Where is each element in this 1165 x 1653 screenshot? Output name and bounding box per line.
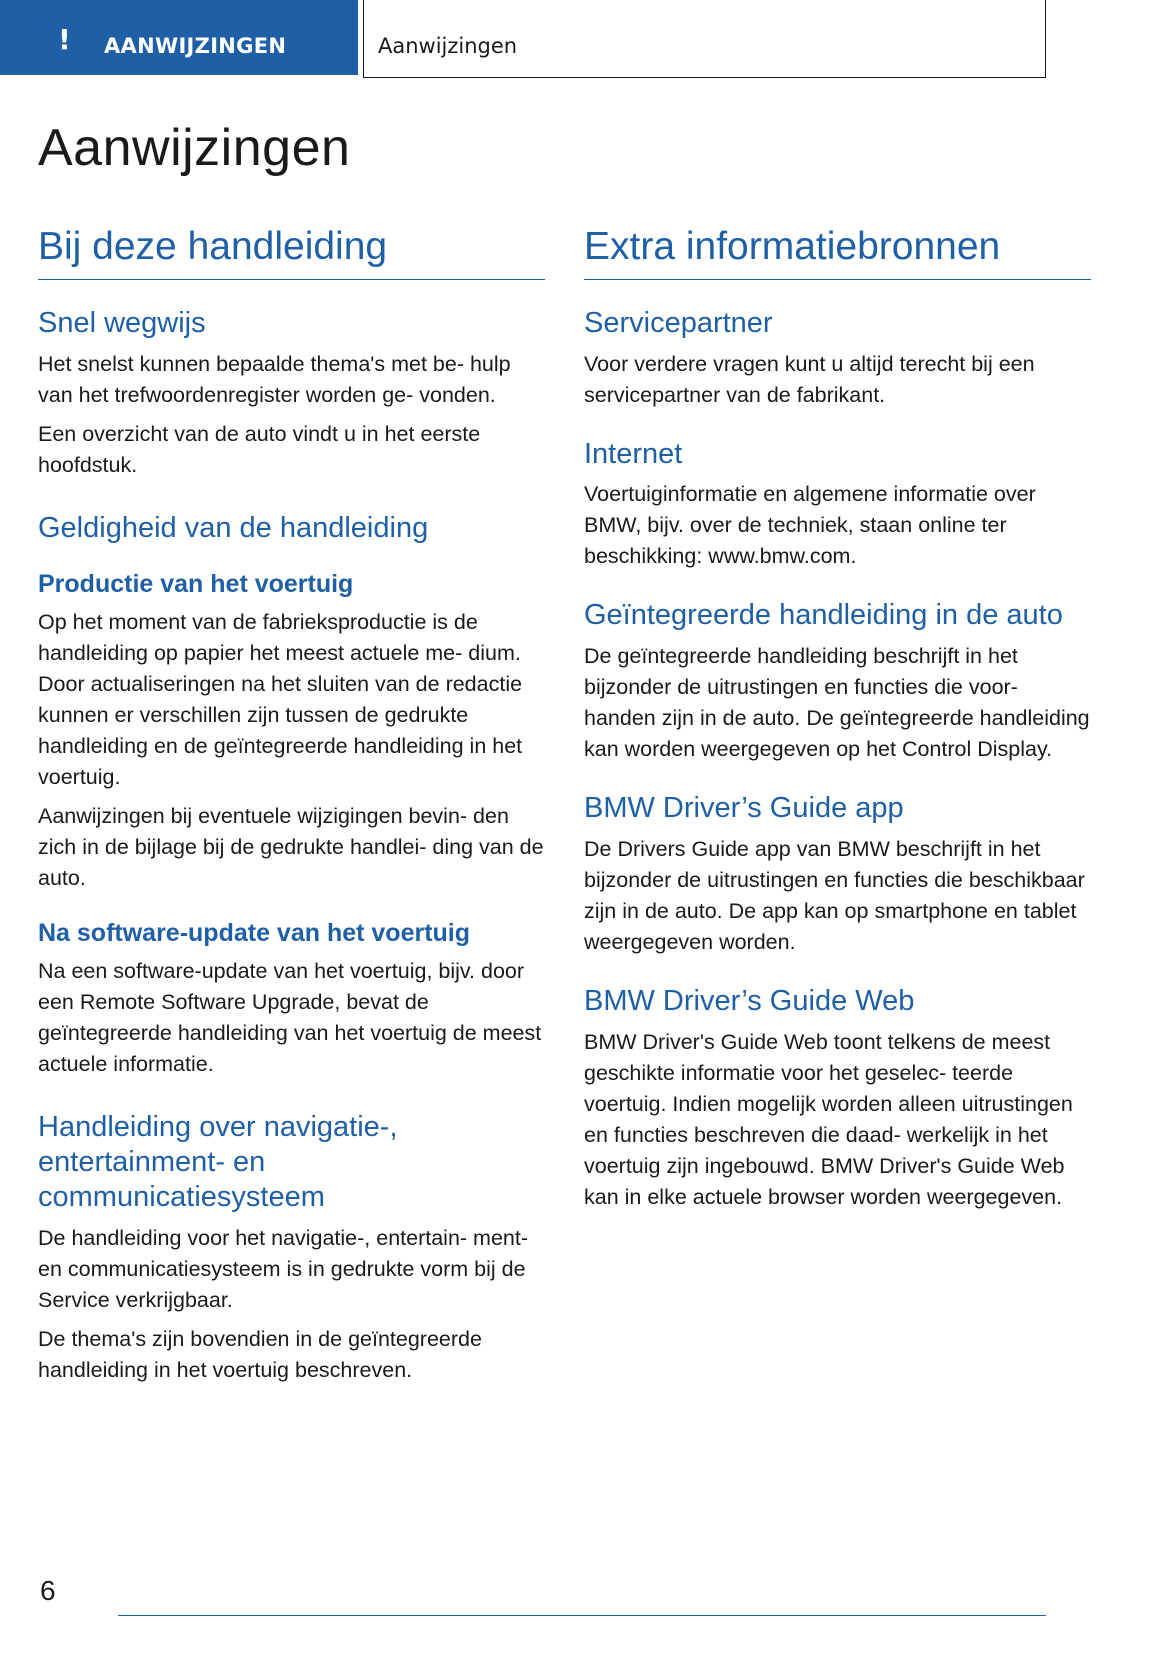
subheading-drivers-guide-web: BMW Driver’s Guide Web bbox=[584, 984, 915, 1017]
paragraph: Het snelst kunnen bepaalde thema's met be- hulp van het trefwoordenregister worden ge- vonden. bbox=[38, 351, 511, 407]
chapter-tab bbox=[0, 0, 358, 75]
page-title: Aanwijzingen bbox=[38, 119, 351, 177]
paragraph: De geïntegreerde handleiding beschrijft in het bijzonder de uitrustingen en functies die voor- handen zijn in de auto. De geïntegreerde handleiding kan worden weergegeven op het Control Display. bbox=[584, 644, 1090, 762]
subsubheading-software-update: Na software-update van het voertuig bbox=[38, 919, 471, 948]
subheading-servicepartner: Servicepartner bbox=[584, 306, 773, 339]
subheading-snel-wegwijs: Snel wegwijs bbox=[38, 306, 206, 339]
paragraph: Een overzicht van de auto vindt u in het eerste hoofdstuk. bbox=[38, 421, 481, 477]
exclamation-icon: ! bbox=[58, 23, 71, 56]
section-heading-bij-deze-handleiding: Bij deze handleiding bbox=[38, 224, 545, 280]
section-heading-extra-informatiebronnen: Extra informatiebronnen bbox=[584, 224, 1091, 280]
paragraph: De Drivers Guide app van BMW beschrijft in het bijzonder de uitrustingen en functies die beschikbaar zijn in de auto. De app kan op smartphone en tablet weergegeven worden. bbox=[584, 836, 1085, 954]
right-column bbox=[584, 224, 1091, 1221]
footer-divider bbox=[118, 1615, 1046, 1616]
paragraph: Voertuiginformatie en algemene informatie over BMW, bijv. over de techniek, staan online ter beschikking: www.bmw.com. bbox=[584, 482, 1036, 569]
breadcrumb-label: Aanwijzingen bbox=[378, 34, 518, 58]
subsubheading-productie: Productie van het voertuig bbox=[38, 570, 354, 599]
chapter-tab-label: AANWIJZINGEN bbox=[104, 34, 287, 58]
subheading-geintegreerde-handleiding: Geïntegreerde handleiding in de auto bbox=[584, 599, 1063, 632]
left-column bbox=[38, 224, 545, 1394]
paragraph: Aanwijzingen bij eventuele wijzigingen bevin- den zich in de bijlage bij de gedrukte handlei- ding van de auto. bbox=[38, 804, 544, 891]
paragraph: Na een software-update van het voertuig, bijv. door een Remote Software Upgrade, bevat de geïntegreerde handleiding van het voertuig de meest actuele informatie. bbox=[38, 959, 542, 1077]
paragraph: De handleiding voor het navigatie-, entertain- ment- en communicatiesysteem is in gedrukte vorm bij de Service verkrijgbaar. bbox=[38, 1225, 529, 1312]
paragraph: Op het moment van de fabrieksproductie is de handleiding op papier het meest actuele me- dium. Door actualiseringen na het sluiten van de redactie kunnen er verschillen zijn tussen de gedrukte handleiding en de geïntegreerde handleiding in het voertuig. bbox=[38, 610, 523, 790]
paragraph: Voor verdere vragen kunt u altijd terecht bij een servicepartner van de fabrikant. bbox=[584, 351, 1035, 407]
subheading-internet: Internet bbox=[584, 437, 683, 470]
subheading-geldigheid: Geldigheid van de handleiding bbox=[38, 511, 429, 544]
paragraph: De thema's zijn bovendien in de geïntegreerde handleiding in het voertuig beschreven. bbox=[38, 1326, 482, 1382]
subheading-drivers-guide-app: BMW Driver’s Guide app bbox=[584, 792, 904, 825]
breadcrumb bbox=[363, 0, 1046, 78]
subheading-navigatie: Handleiding over navigatie-, entertainment- en communicatiesysteem bbox=[38, 1111, 398, 1213]
page-number: 6 bbox=[40, 1575, 56, 1606]
paragraph: BMW Driver's Guide Web toont telkens de meest geschikte informatie voor het geselec- teerde voertuig. Indien mogelijk worden alleen uitrustingen en functies beschreven die daad- werkelijk in het voertuig zijn ingebouwd. BMW Driver's Guide Web kan in elke actuele browser worden weergegeven. bbox=[584, 1029, 1073, 1209]
